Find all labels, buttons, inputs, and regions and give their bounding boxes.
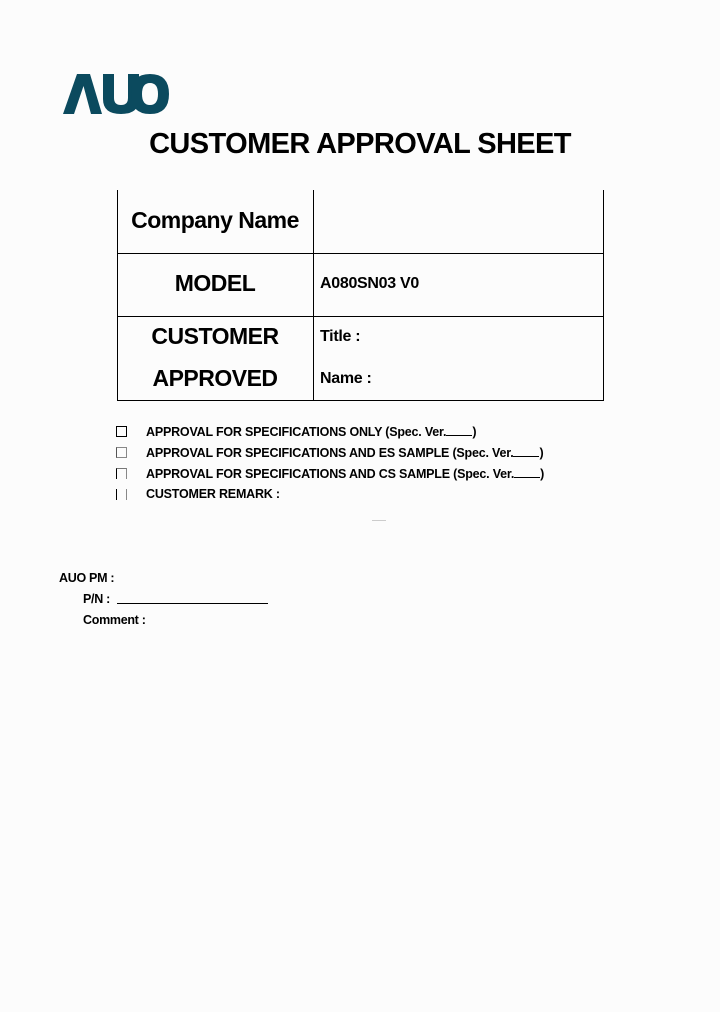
table-row-divider — [117, 253, 604, 254]
auo-pm-label: AUO PM : — [59, 571, 115, 585]
option-label: APPROVAL FOR SPECIFICATIONS AND ES SAMPLE (Spec. Ver. — [146, 446, 514, 460]
table-border-right — [603, 190, 604, 401]
document-title: CUSTOMER APPROVAL SHEET — [149, 128, 571, 160]
checkbox[interactable] — [116, 426, 127, 437]
approved-label: APPROVED — [152, 365, 278, 391]
customer-label: CUSTOMER — [151, 323, 279, 349]
option-label: APPROVAL FOR SPECIFICATIONS ONLY (Spec. Ver. — [146, 425, 447, 439]
pn-label: P/N : — [83, 592, 110, 606]
checkbox[interactable] — [116, 489, 127, 500]
model-label: MODEL — [174, 270, 256, 296]
approval-table — [117, 190, 604, 401]
auo-logo-icon — [63, 74, 169, 114]
table-row-divider — [117, 316, 604, 317]
spec-version-blank[interactable] — [513, 445, 539, 457]
checkbox[interactable] — [116, 468, 127, 479]
spec-version-blank[interactable] — [514, 466, 540, 478]
auo-logo — [63, 74, 169, 114]
checkbox[interactable] — [116, 447, 127, 458]
pn-input-line[interactable] — [117, 603, 268, 604]
faint-mark — [372, 520, 386, 521]
table-divider — [313, 190, 314, 401]
model-value: A080SN03 V0 — [320, 275, 419, 292]
name-field-label: Name : — [320, 370, 372, 387]
title-field-label: Title : — [320, 328, 361, 345]
option-label: APPROVAL FOR SPECIFICATIONS AND CS SAMPLE (Spec. Ver. — [146, 467, 515, 481]
table-border-bottom — [117, 400, 604, 401]
comment-label: Comment : — [83, 613, 146, 627]
option-label: CUSTOMER REMARK : — [146, 487, 280, 501]
company-name-label: Company Name — [131, 207, 299, 233]
spec-version-blank[interactable] — [446, 424, 472, 436]
